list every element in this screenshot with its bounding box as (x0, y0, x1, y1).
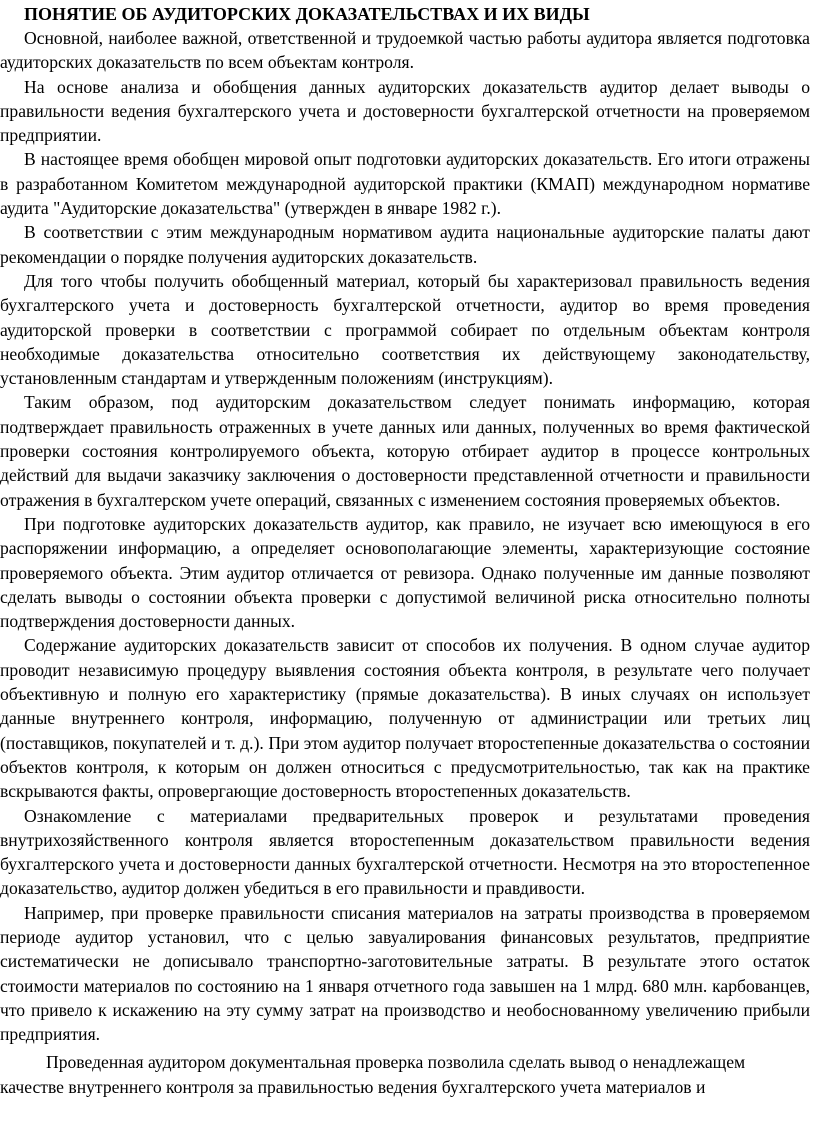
paragraph-2: На основе анализа и обобщения данных аудиторских доказательств аудитор делает выводы о правильности ведения бухгалтерского учета и достоверности бухгалтерской отчетности на проверяемом предприятии. (0, 76, 810, 146)
document-title: ПОНЯТИЕ ОБ АУДИТОРСКИХ ДОКАЗАТЕЛЬСТВАХ И ИХ ВИДЫ (24, 4, 590, 24)
paragraph-9: Ознакомление с материалами предварительных проверок и результатами проведения внутрихозяйственного контроля является второстепенным доказательством правильности ведения бухгалтерского учета и достоверности данных бухгалтерской отчетности. Несмотря на это второстепенное доказательство, аудитор должен убедиться в его правильности и правдивости. (0, 805, 810, 899)
document-body (0, 2, 810, 1046)
paragraph-6: Таким образом, под аудиторским доказательством следует понимать информацию, которая подтверждает правильность отраженных в учете данных или данных, полученных во время фактической проверки состояния контролируемого объекта, которую отбирает аудитор в процессе контрольных действий для выдачи заказчику заключения о достоверности представленной отчетности и правильности отражения в бухгалтерском учете операций, связанных с изменением состояния проверяемых объектов. (0, 392, 810, 510)
paragraph-7: При подготовке аудиторских доказательств аудитор, как правило, не изучает всю имеющуюся в его распоряжении информацию, а определяет основополагающие элементы, характеризующие состояние проверяемого объекта. Этим аудитор отличается от ревизора. Однако полученные им данные позволяют сделать выводы о состоянии объекта проверки с допустимой величиной риска относительно полноты подтверждения достоверности данных. (0, 513, 810, 632)
paragraph-11: Проведенная аудитором документальная проверка позволила сделать вывод о ненадлежащем качестве внутреннего контроля за правильностью ведения бухгалтерского учета материалов и (0, 1052, 746, 1097)
paragraph-4: В соответствии с этим международным нормативом аудита национальные аудиторские палаты дают рекомендации о порядке получения аудиторских доказательств. (0, 222, 810, 267)
paragraph-1: Основной, наиболее важной, ответственной и трудоемкой частью работы аудитора является подготовка аудиторских доказательств по всем объектам контроля. (0, 28, 810, 73)
document-tail (0, 1050, 800, 1100)
paragraph-10: Например, при проверке правильности списания материалов на затраты производства в проверяемом периоде аудитор установил, что с целью завуалирования финансовых результатов, предприятие систематически не дописывало транспортно-заготовительные затраты. В результате этого остаток стоимости материалов по состоянию на 1 января отчетного года завышен на 1 млрд. 680 млн. карбованцев, что привело к искажению на эту сумму затрат на производство и необоснованному увеличению прибыли предприятия. (0, 902, 810, 1045)
paragraph-3: В настоящее время обобщен мировой опыт подготовки аудиторских доказательств. Его итоги отражены в разработанном Комитетом международной аудиторской практики (КМАП) международном нормативе аудита "Аудиторские доказательства" (утвержден в январе 1982 г.). (0, 149, 810, 219)
paragraph-8: Содержание аудиторских доказательств зависит от способов их получения. В одном случае аудитор проводит независимую процедуру выявления состояния объекта контроля, в результате чего получает объективную и полную его характеристику (прямые доказательства). В иных случаях он использует данные внутреннего контроля, информацию, полученную от администрации или третьих лиц (поставщиков, покупателей и т. д.). При этом аудитор получает второстепенные доказательства о состоянии объектов контроля, к которым он должен относиться с предусмотрительностью, так как на практике вскрываются факты, опровергающие достоверность второстепенных доказательств. (0, 635, 810, 802)
paragraph-5: Для того чтобы получить обобщенный материал, который бы характеризовал правильность ведения бухгалтерского учета и достоверность бухгалтерской отчетности, аудитор во время проведения аудиторской проверки в соответствии с программой собирает по отдельным объектам контроля необходимые доказательства относительно соответствия их действующему законодательству, установленным стандартам и утвержденным положениям (инструкциям). (0, 270, 810, 389)
